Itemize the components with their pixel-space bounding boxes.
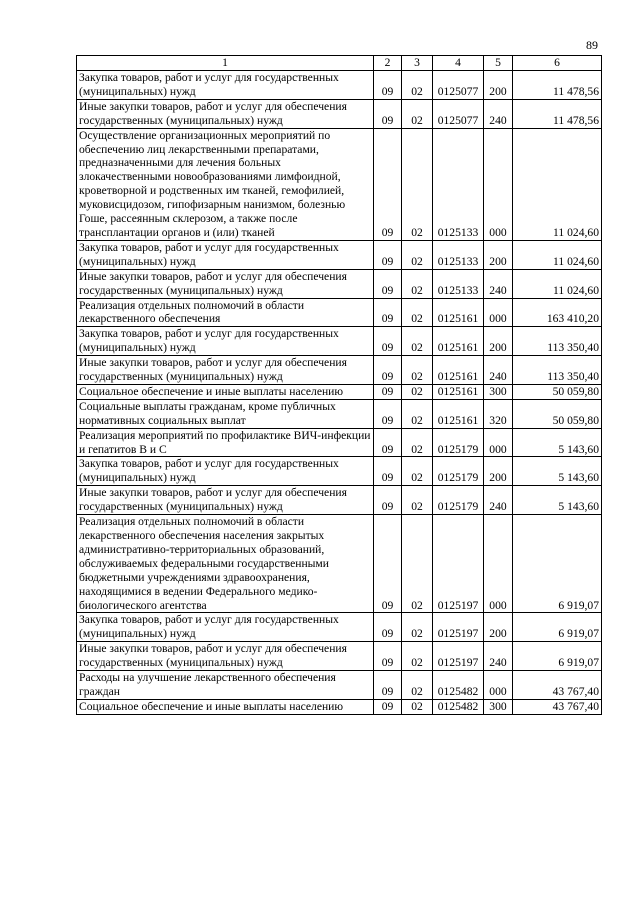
table-row: [77, 457, 602, 486]
row-amount-cell: 6 919,07: [513, 642, 602, 671]
row-code-4-cell: 0125161: [433, 327, 484, 356]
row-code-4-cell: 0125133: [433, 128, 484, 240]
row-code-3-cell: 02: [402, 71, 433, 100]
row-code-2-cell: 09: [374, 515, 402, 613]
row-name-cell: Реализация мероприятий по профилактике ВИЧ-инфекции и гепатитов В и С: [77, 428, 374, 457]
row-code-5-cell: 240: [484, 642, 513, 671]
row-code-3-cell: 02: [402, 699, 433, 714]
row-name-cell: Расходы на улучшение лекарственного обеспечения граждан: [77, 671, 374, 700]
row-code-5-cell: 240: [484, 269, 513, 298]
row-code-3-cell: 02: [402, 356, 433, 385]
row-code-3-cell: 02: [402, 99, 433, 128]
row-amount-cell: 11 024,60: [513, 240, 602, 269]
row-code-4-cell: 0125482: [433, 671, 484, 700]
row-name-cell: Реализация отдельных полномочий в области лекарственного обеспечения: [77, 298, 374, 327]
row-name-cell: Закупка товаров, работ и услуг для государственных (муниципальных) нужд: [77, 71, 374, 100]
row-code-4-cell: 0125161: [433, 298, 484, 327]
column-header-5: 5: [484, 56, 513, 71]
row-amount-cell: 11 024,60: [513, 269, 602, 298]
row-code-2-cell: 09: [374, 327, 402, 356]
row-code-3-cell: 02: [402, 428, 433, 457]
row-code-5-cell: 000: [484, 671, 513, 700]
row-amount-cell: 6 919,07: [513, 613, 602, 642]
row-code-2-cell: 09: [374, 399, 402, 428]
table-row: [77, 240, 602, 269]
row-code-5-cell: 200: [484, 327, 513, 356]
table-row: [77, 699, 602, 714]
row-code-4-cell: 0125161: [433, 384, 484, 399]
row-code-3-cell: 02: [402, 486, 433, 515]
row-code-2-cell: 09: [374, 356, 402, 385]
row-code-2-cell: 09: [374, 240, 402, 269]
row-code-2-cell: 09: [374, 428, 402, 457]
row-name-cell: Социальные выплаты гражданам, кроме публичных нормативных социальных выплат: [77, 399, 374, 428]
row-code-2-cell: 09: [374, 486, 402, 515]
row-code-2-cell: 09: [374, 71, 402, 100]
row-name-cell: Закупка товаров, работ и услуг для государственных (муниципальных) нужд: [77, 457, 374, 486]
row-code-2-cell: 09: [374, 457, 402, 486]
table-row: [77, 327, 602, 356]
row-code-3-cell: 02: [402, 671, 433, 700]
table-row: [77, 428, 602, 457]
row-amount-cell: 43 767,40: [513, 671, 602, 700]
row-code-5-cell: 300: [484, 699, 513, 714]
row-code-5-cell: 000: [484, 298, 513, 327]
row-amount-cell: 11 478,56: [513, 99, 602, 128]
row-code-5-cell: 200: [484, 240, 513, 269]
row-code-3-cell: 02: [402, 399, 433, 428]
row-code-4-cell: 0125197: [433, 642, 484, 671]
budget-table: [76, 55, 602, 715]
row-name-cell: Социальное обеспечение и иные выплаты населению: [77, 384, 374, 399]
row-amount-cell: 5 143,60: [513, 457, 602, 486]
page-number: 89: [586, 38, 598, 52]
table-row: [77, 356, 602, 385]
row-code-5-cell: 200: [484, 613, 513, 642]
table-header-row: [77, 56, 602, 71]
row-code-4-cell: 0125133: [433, 240, 484, 269]
table-row: [77, 298, 602, 327]
row-name-cell: Иные закупки товаров, работ и услуг для обеспечения государственных (муниципальных) нужд: [77, 356, 374, 385]
row-name-cell: Закупка товаров, работ и услуг для государственных (муниципальных) нужд: [77, 240, 374, 269]
row-code-3-cell: 02: [402, 613, 433, 642]
row-code-4-cell: 0125133: [433, 269, 484, 298]
row-amount-cell: 11 024,60: [513, 128, 602, 240]
row-amount-cell: 6 919,07: [513, 515, 602, 613]
table-row: [77, 384, 602, 399]
table-row: [77, 642, 602, 671]
column-header-2: 2: [374, 56, 402, 71]
row-code-4-cell: 0125179: [433, 457, 484, 486]
row-code-4-cell: 0125197: [433, 613, 484, 642]
row-code-3-cell: 02: [402, 128, 433, 240]
row-name-cell: Иные закупки товаров, работ и услуг для обеспечения государственных (муниципальных) нужд: [77, 486, 374, 515]
row-code-2-cell: 09: [374, 671, 402, 700]
row-amount-cell: 113 350,40: [513, 327, 602, 356]
table-row: [77, 269, 602, 298]
row-name-cell: Осуществление организационных мероприятий по обеспечению лиц лекарственными препаратами, предназначенными для лечения больных злокачественными новообразованиями лимфоидной, кроветворной и родственных им тканей, гемофилией, муковисцидозом, гипофизарным нанизмом, болезнью Гоше, рассеянным склерозом, а также после трансплантации органов и (или) тканей: [77, 128, 374, 240]
row-name-cell: Закупка товаров, работ и услуг для государственных (муниципальных) нужд: [77, 327, 374, 356]
row-code-5-cell: 320: [484, 399, 513, 428]
table-body: [77, 71, 602, 715]
table-row: [77, 128, 602, 240]
row-name-cell: Закупка товаров, работ и услуг для государственных (муниципальных) нужд: [77, 613, 374, 642]
row-code-2-cell: 09: [374, 99, 402, 128]
row-code-2-cell: 09: [374, 128, 402, 240]
table-row: [77, 613, 602, 642]
row-code-3-cell: 02: [402, 298, 433, 327]
row-code-5-cell: 000: [484, 428, 513, 457]
row-code-2-cell: 09: [374, 699, 402, 714]
row-code-5-cell: 240: [484, 486, 513, 515]
row-code-4-cell: 0125179: [433, 486, 484, 515]
row-code-3-cell: 02: [402, 269, 433, 298]
row-code-5-cell: 200: [484, 71, 513, 100]
row-name-cell: Реализация отдельных полномочий в области лекарственного обеспечения населения закрытых административно-территориальных образований, обслуживаемых федеральными государственными бюджетными учреждениями здравоохранения, находящимися в ведении Федерального медико-биологического агентства: [77, 515, 374, 613]
table-row: [77, 671, 602, 700]
row-code-3-cell: 02: [402, 240, 433, 269]
column-header-3: 3: [402, 56, 433, 71]
row-code-4-cell: 0125482: [433, 699, 484, 714]
row-code-2-cell: 09: [374, 298, 402, 327]
row-code-3-cell: 02: [402, 384, 433, 399]
table-row: [77, 399, 602, 428]
row-code-4-cell: 0125161: [433, 356, 484, 385]
row-code-2-cell: 09: [374, 613, 402, 642]
table-row: [77, 99, 602, 128]
row-code-2-cell: 09: [374, 269, 402, 298]
row-amount-cell: 163 410,20: [513, 298, 602, 327]
row-code-5-cell: 000: [484, 515, 513, 613]
row-amount-cell: 5 143,60: [513, 428, 602, 457]
row-amount-cell: 50 059,80: [513, 384, 602, 399]
row-code-4-cell: 0125161: [433, 399, 484, 428]
row-code-5-cell: 240: [484, 356, 513, 385]
row-code-5-cell: 240: [484, 99, 513, 128]
row-amount-cell: 113 350,40: [513, 356, 602, 385]
row-code-2-cell: 09: [374, 384, 402, 399]
table-row: [77, 486, 602, 515]
row-name-cell: Иные закупки товаров, работ и услуг для обеспечения государственных (муниципальных) нужд: [77, 99, 374, 128]
row-amount-cell: 43 767,40: [513, 699, 602, 714]
row-code-3-cell: 02: [402, 457, 433, 486]
row-code-4-cell: 0125197: [433, 515, 484, 613]
row-name-cell: Социальное обеспечение и иные выплаты населению: [77, 699, 374, 714]
row-code-2-cell: 09: [374, 642, 402, 671]
column-header-6: 6: [513, 56, 602, 71]
row-code-4-cell: 0125077: [433, 71, 484, 100]
row-code-3-cell: 02: [402, 515, 433, 613]
row-amount-cell: 50 059,80: [513, 399, 602, 428]
row-code-4-cell: 0125077: [433, 99, 484, 128]
row-code-5-cell: 200: [484, 457, 513, 486]
table-row: [77, 71, 602, 100]
row-name-cell: Иные закупки товаров, работ и услуг для обеспечения государственных (муниципальных) нужд: [77, 642, 374, 671]
column-header-1: 1: [77, 56, 374, 71]
row-code-3-cell: 02: [402, 642, 433, 671]
column-header-4: 4: [433, 56, 484, 71]
table-row: [77, 515, 602, 613]
row-amount-cell: 11 478,56: [513, 71, 602, 100]
row-code-5-cell: 000: [484, 128, 513, 240]
row-code-5-cell: 300: [484, 384, 513, 399]
row-code-4-cell: 0125179: [433, 428, 484, 457]
row-amount-cell: 5 143,60: [513, 486, 602, 515]
row-code-3-cell: 02: [402, 327, 433, 356]
row-name-cell: Иные закупки товаров, работ и услуг для обеспечения государственных (муниципальных) нужд: [77, 269, 374, 298]
